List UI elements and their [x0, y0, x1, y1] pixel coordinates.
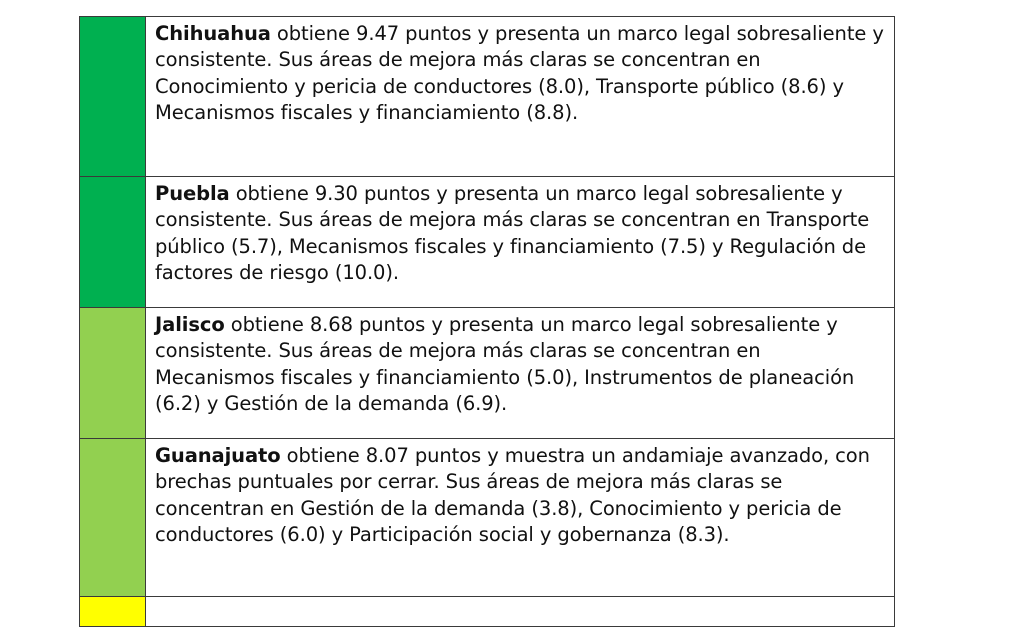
description-cell — [146, 597, 894, 626]
table-row — [79, 439, 895, 597]
state-description: obtiene 8.07 puntos y muestra un andamiaje avanzado, con brechas puntuales por cerrar. Sus áreas de mejora más claras se concentran en Gestión de la demanda (3.8), Conocimiento y pericia de conductores (6.0) y Participación social y gobernanza (8.3). — [155, 444, 870, 547]
table-row — [79, 177, 895, 308]
table-row — [79, 308, 895, 439]
state-name: Guanajuato — [155, 444, 281, 467]
score-color-cell — [80, 597, 146, 626]
state-name: Jalisco — [155, 313, 225, 336]
state-description: obtiene 9.30 puntos y presenta un marco legal sobresaliente y consistente. Sus áreas de mejora más claras se concentran en Transporte público (5.7), Mecanismos fiscales y financiamiento (7.5) y Regulación de factores de riesgo (10.0). — [155, 182, 870, 285]
state-name: Puebla — [155, 182, 230, 205]
score-color-cell — [80, 177, 146, 307]
description-cell — [146, 177, 894, 307]
state-name: Chihuahua — [155, 22, 271, 45]
score-color-cell — [80, 17, 146, 176]
table-row — [79, 597, 895, 627]
table-row — [79, 17, 895, 177]
description-cell — [146, 439, 894, 596]
state-ranking-table — [79, 16, 895, 627]
description-cell — [146, 17, 894, 176]
state-description: obtiene 8.68 puntos y presenta un marco legal sobresaliente y consistente. Sus áreas de mejora más claras se concentran en Mecanismos fiscales y financiamiento (5.0), Instrumentos de planeación (6.2) y Gestión de la demanda (6.9). — [155, 313, 855, 416]
description-cell — [146, 308, 894, 438]
score-color-cell — [80, 439, 146, 596]
state-description: obtiene 9.47 puntos y presenta un marco legal sobresaliente y consistente. Sus áreas de mejora más claras se concentran en Conocimiento y pericia de conductores (8.0), Transporte público (8.6) y Mecanismos fiscales y financiamiento (8.8). — [155, 22, 884, 125]
score-color-cell — [80, 308, 146, 438]
